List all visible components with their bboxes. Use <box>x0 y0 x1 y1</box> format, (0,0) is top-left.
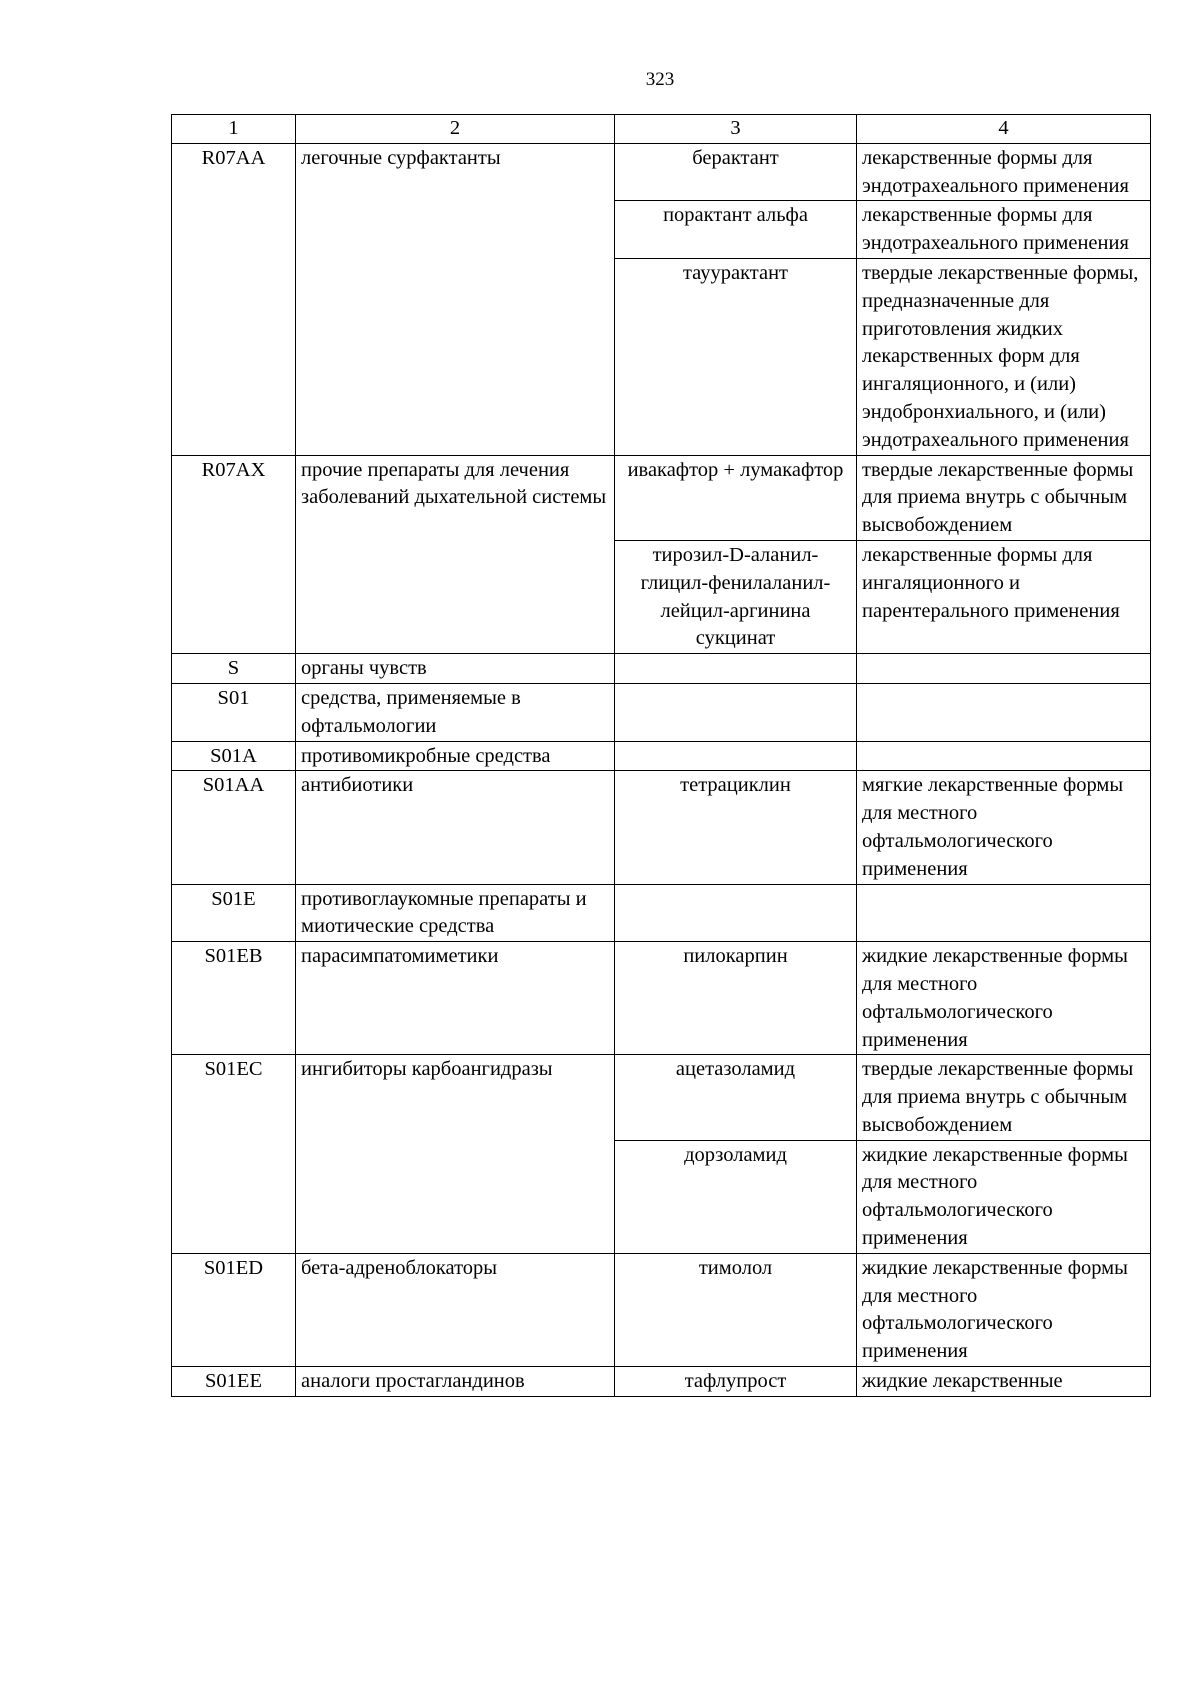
table-row <box>172 683 1151 741</box>
drug-name-cell: ивакафтор + лумакафтор <box>615 455 857 540</box>
group-name-cell: противомикробные средства <box>296 741 615 771</box>
group-name-cell: органы чувств <box>296 654 615 684</box>
group-name-cell: парасимпатомиметики <box>296 942 615 1055</box>
atc-code-cell: R07AA <box>172 143 296 455</box>
drug-name-cell <box>615 654 857 684</box>
page-number: 323 <box>645 69 675 90</box>
dosage-form-cell: твердые лекарственные формы для приема внутрь с обычным высвобождением <box>857 455 1151 540</box>
table-body <box>172 115 1151 1397</box>
drug-name-cell: дорзоламид <box>615 1140 857 1253</box>
atc-code-cell: S01AA <box>172 771 296 884</box>
drug-name-cell: тетрациклин <box>615 771 857 884</box>
group-name-cell: антибиотики <box>296 771 615 884</box>
dosage-form-cell: жидкие лекарственные формы для местного офтальмологического применения <box>857 942 1151 1055</box>
column-header: 2 <box>296 115 615 144</box>
group-name-cell: противоглаукомные препараты и миотические средства <box>296 884 615 942</box>
table-row <box>172 1367 1151 1397</box>
group-name-cell: ингибиторы карбоангидразы <box>296 1055 615 1254</box>
drug-name-cell: тафлупрост <box>615 1367 857 1397</box>
atc-code-cell: S <box>172 654 296 684</box>
table-row <box>172 455 1151 540</box>
table-row <box>172 884 1151 942</box>
group-name-cell: бета-адреноблокаторы <box>296 1253 615 1366</box>
dosage-form-cell: твердые лекарственные формы, предназначенные для приготовления жидких лекарственных форм для ингаляционного, и (или) эндобронхиального, и (или) эндотрахеального применения <box>857 258 1151 455</box>
table-row <box>172 942 1151 1055</box>
drug-name-cell: тирозил-D-аланил-глицил-фенилаланил-лейцил-аргинина сукцинат <box>615 540 857 653</box>
drug-name-cell: тауурактант <box>615 258 857 455</box>
atc-code-cell: S01EB <box>172 942 296 1055</box>
dosage-form-cell: мягкие лекарственные формы для местного офтальмологического применения <box>857 771 1151 884</box>
atc-code-cell: R07AX <box>172 455 296 654</box>
table-row <box>172 1055 1151 1140</box>
table-row <box>172 654 1151 684</box>
dosage-form-cell <box>857 683 1151 741</box>
drug-name-cell <box>615 884 857 942</box>
drug-name-cell <box>615 683 857 741</box>
dosage-form-cell <box>857 884 1151 942</box>
atc-code-cell: S01 <box>172 683 296 741</box>
table-row <box>172 771 1151 884</box>
dosage-form-cell <box>857 741 1151 771</box>
atc-code-cell: S01EE <box>172 1367 296 1397</box>
dosage-form-cell: жидкие лекарственные формы для местного офтальмологического применения <box>857 1253 1151 1366</box>
group-name-cell: прочие препараты для лечения заболеваний дыхательной системы <box>296 455 615 654</box>
column-header: 4 <box>857 115 1151 144</box>
table-row <box>172 741 1151 771</box>
table-row <box>172 1253 1151 1366</box>
drug-name-cell: тимолол <box>615 1253 857 1366</box>
column-header: 1 <box>172 115 296 144</box>
drug-name-cell: пилокарпин <box>615 942 857 1055</box>
drug-name-cell: ацетазоламид <box>615 1055 857 1140</box>
group-name-cell: легочные сурфактанты <box>296 143 615 455</box>
dosage-form-cell: жидкие лекарственные формы для местного офтальмологического применения <box>857 1140 1151 1253</box>
atc-drug-table <box>171 114 1151 1397</box>
atc-code-cell: S01A <box>172 741 296 771</box>
atc-code-cell: S01ED <box>172 1253 296 1366</box>
column-header: 3 <box>615 115 857 144</box>
dosage-form-cell: лекарственные формы для эндотрахеального применения <box>857 201 1151 259</box>
group-name-cell: средства, применяемые в офтальмологии <box>296 683 615 741</box>
dosage-form-cell: лекарственные формы для эндотрахеального применения <box>857 143 1151 201</box>
atc-code-cell: S01E <box>172 884 296 942</box>
drug-name-cell: берактант <box>615 143 857 201</box>
drug-name-cell: порактант альфа <box>615 201 857 259</box>
dosage-form-cell: жидкие лекарственные <box>857 1367 1151 1397</box>
table-header-row <box>172 115 1151 144</box>
group-name-cell: аналоги простагландинов <box>296 1367 615 1397</box>
dosage-form-cell: лекарственные формы для ингаляционного и парентерального применения <box>857 540 1151 653</box>
dosage-form-cell <box>857 654 1151 684</box>
table-row <box>172 143 1151 201</box>
atc-code-cell: S01EC <box>172 1055 296 1254</box>
dosage-form-cell: твердые лекарственные формы для приема внутрь с обычным высвобождением <box>857 1055 1151 1140</box>
drug-name-cell <box>615 741 857 771</box>
